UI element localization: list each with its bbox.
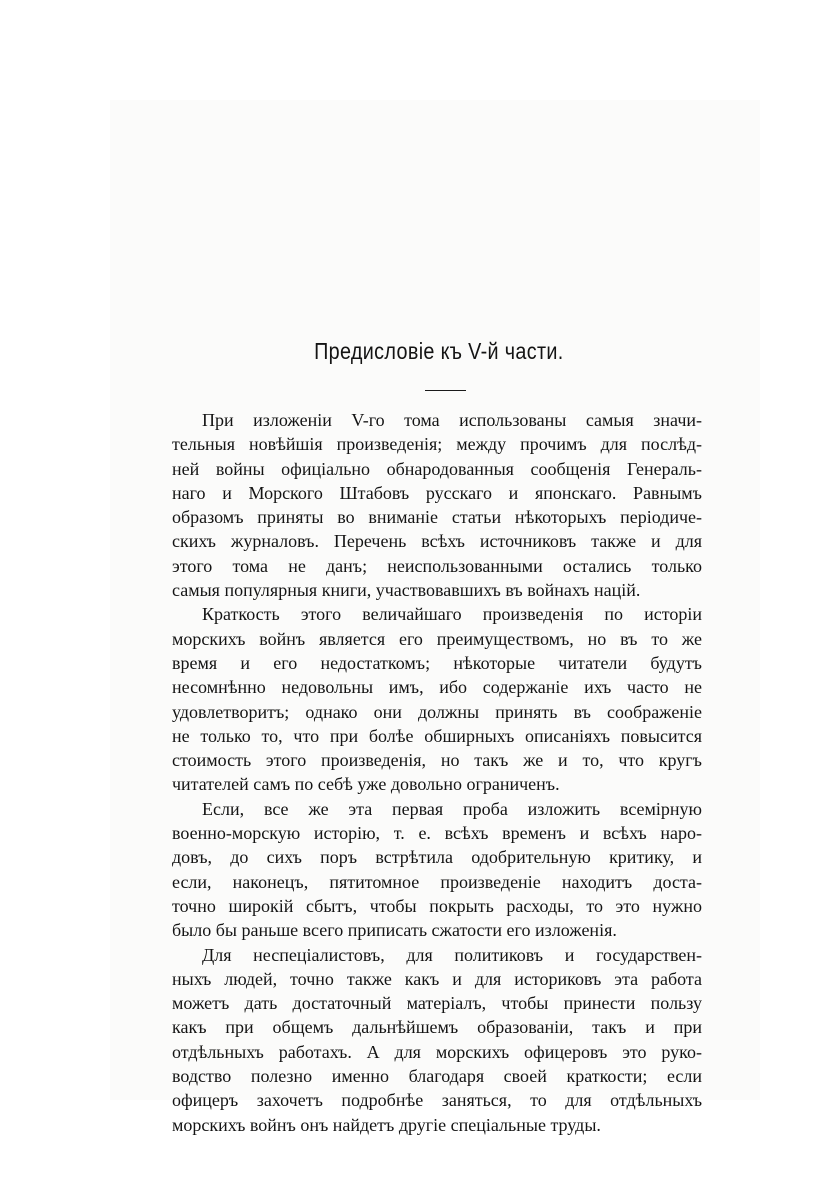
- text-line: отдѣльныхъ работахъ. А для морскихъ офицеровъ это руко-: [172, 1041, 702, 1062]
- text-line: стоимость этого произведенія, но такъ же и то, что кругъ: [172, 750, 702, 771]
- text-line: морскихъ войнъ онъ найдетъ другіе спеціальные труды.: [172, 1114, 601, 1135]
- text-line: водство полезно именно благодаря своей краткости; если: [172, 1066, 702, 1087]
- text-line: какъ при общемъ дальнѣйшемъ образованіи, такъ и при: [172, 1017, 702, 1038]
- text-line: не только то, что при болѣе обширныхъ описаніяхъ повысится: [172, 725, 702, 746]
- paragraph-2: [172, 602, 702, 796]
- text-line: офицеръ захочетъ подробнѣе заняться, то для отдѣльныхъ: [172, 1090, 702, 1111]
- text-line: тельныя новѣйшія произведенія; между прочимъ для послѣд-: [172, 434, 702, 455]
- text-line: военно-морскую исторію, т. е. всѣхъ временъ и всѣхъ наро-: [172, 823, 702, 844]
- text-line: точно широкій сбытъ, чтобы покрыть расходы, то это нужно: [172, 895, 702, 916]
- text-line: довъ, до сихъ поръ встрѣтила одобрительную критику, и: [172, 847, 702, 868]
- text-line: если, наконецъ, пятитомное произведеніе находитъ доста-: [172, 871, 702, 892]
- text-line: несомнѣнно недовольны имъ, ибо содержаніе ихъ часто не: [172, 677, 702, 698]
- text-line: наго и Морского Штабовъ русскаго и японскаго. Равнымъ: [172, 482, 702, 503]
- body-text: [172, 408, 702, 1137]
- text-line: этого тома не данъ; неиспользованными остались только: [172, 555, 702, 576]
- text-line: При изложеніи V-го тома использованы самыя значи-: [202, 410, 702, 430]
- text-line: удовлетворитъ; однако они должны принять въ соображеніе: [172, 701, 702, 722]
- text-line: самыя популярныя книги, участвовавшихъ въ войнахъ націй.: [172, 580, 641, 601]
- text-line: Для неспеціалистовъ, для политиковъ и государствен-: [202, 944, 702, 965]
- text-line: читателей самъ по себѣ уже довольно ограниченъ.: [172, 774, 560, 795]
- text-line: ней войны офиціально обнародованныя сообщенія Генераль-: [172, 458, 702, 479]
- text-line: Краткость этого величайшаго произведенія по исторіи: [202, 604, 702, 625]
- title-divider: [425, 390, 466, 391]
- paragraph-1: [172, 408, 702, 602]
- text-line: Если, все же эта первая проба изложить всемірную: [202, 798, 702, 819]
- text-line: ныхъ людей, точно также какъ и для историковъ эта работа: [172, 968, 702, 989]
- text-line: образомъ приняты во вниманіе статьи нѣкоторыхъ періодиче-: [172, 507, 702, 528]
- text-line: морскихъ войнъ является его преимуществомъ, но въ то же: [172, 628, 702, 649]
- text-line: было бы раньше всего приписать сжатости его изложенія.: [172, 920, 617, 941]
- paragraph-3: [172, 797, 702, 943]
- text-line: скихъ журналовъ. Перечень всѣхъ источниковъ также и для: [172, 531, 702, 552]
- text-line: время и его недостаткомъ; нѣкоторые читатели будутъ: [172, 652, 702, 673]
- page-title: Предисловіе къ V-й части.: [314, 338, 564, 364]
- paragraph-4: [172, 943, 702, 1137]
- text-line: можетъ дать достаточный матеріалъ, чтобы принести пользу: [172, 993, 702, 1014]
